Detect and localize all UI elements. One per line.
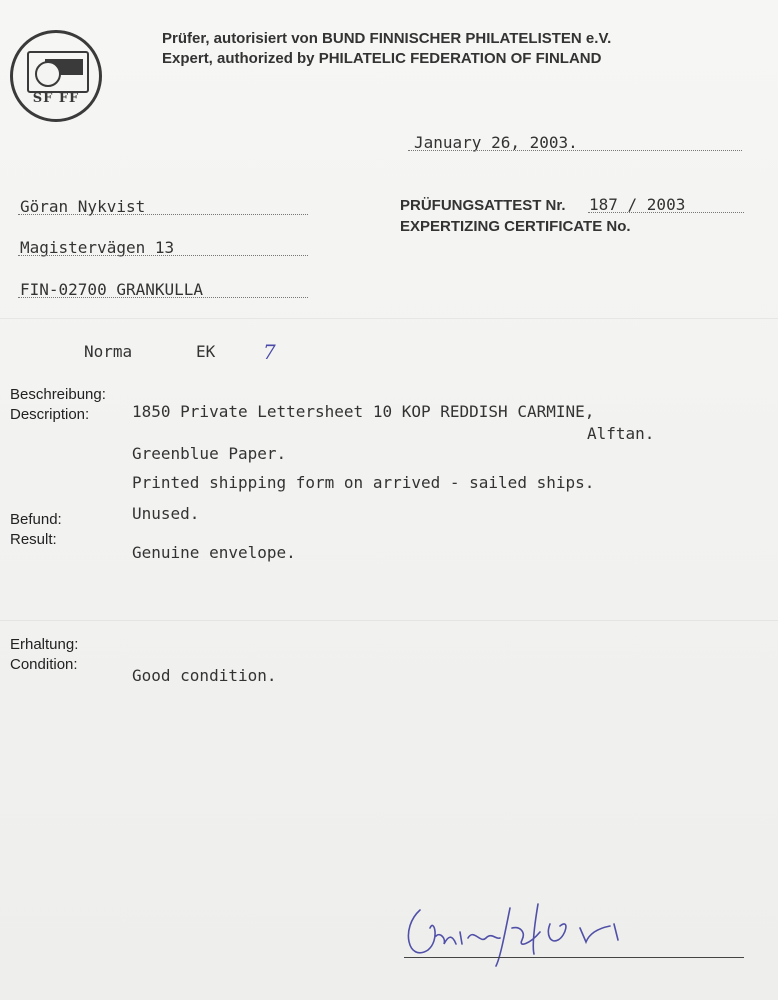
- recipient-street: Magistervägen 13: [20, 238, 175, 257]
- header-line-german: [162, 30, 611, 47]
- date-dotted-line: [408, 150, 742, 151]
- seal-text: SF FF: [32, 91, 80, 106]
- result-line-1: Unused.: [132, 504, 200, 523]
- sfff-seal-logo: [10, 30, 102, 122]
- catalog-norma: Norma: [84, 342, 133, 361]
- certificate-number-label-german: PRÜFUNGSATTEST Nr.: [400, 197, 566, 214]
- catalog-ek: EK: [196, 342, 216, 361]
- paper-fold: [0, 318, 778, 319]
- description-line-2: Alftan.: [587, 424, 655, 443]
- certificate-number: 187 / 2003: [589, 195, 686, 214]
- condition-text: Good condition.: [132, 666, 277, 685]
- certificate-number-label-english: EXPERTIZING CERTIFICATE No.: [400, 218, 631, 235]
- signature-line: [404, 957, 744, 958]
- expert-signature: [400, 888, 640, 968]
- condition-label: Erhaltung: Condition:: [10, 636, 79, 673]
- catalog-number-handwritten: 7: [263, 340, 276, 364]
- recipient-line-2: [18, 255, 308, 256]
- recipient-line-1: [18, 214, 308, 215]
- recipient-line-3: [18, 297, 308, 298]
- paper-fold: [0, 620, 778, 621]
- header-german-text: Prüfer, autorisiert von BUND FINNISCHER PHILATELISTEN e.V.: [162, 30, 612, 47]
- result-line-2: Genuine envelope.: [132, 543, 296, 562]
- description-line-4: Printed shipping form on arrived - sailed ships.: [132, 473, 595, 492]
- description-line-3: Greenblue Paper.: [132, 444, 287, 463]
- result-label: Befund: Result:: [10, 511, 62, 548]
- description-line-1: 1850 Private Lettersheet 10 KOP REDDISH CARMINE,: [132, 402, 595, 421]
- seal-circle: [35, 61, 61, 87]
- recipient-name: Göran Nykvist: [20, 197, 146, 216]
- issue-date: January 26, 2003.: [414, 133, 578, 152]
- header-english-text: Expert, authorized by PHILATELIC FEDERATION OF FINLAND: [162, 50, 602, 67]
- header-line-english: [162, 50, 601, 67]
- description-label: Beschreibung: Description:: [10, 386, 106, 423]
- recipient-city: FIN-02700 GRANKULLA: [20, 280, 204, 299]
- certificate-number-line: [588, 212, 744, 213]
